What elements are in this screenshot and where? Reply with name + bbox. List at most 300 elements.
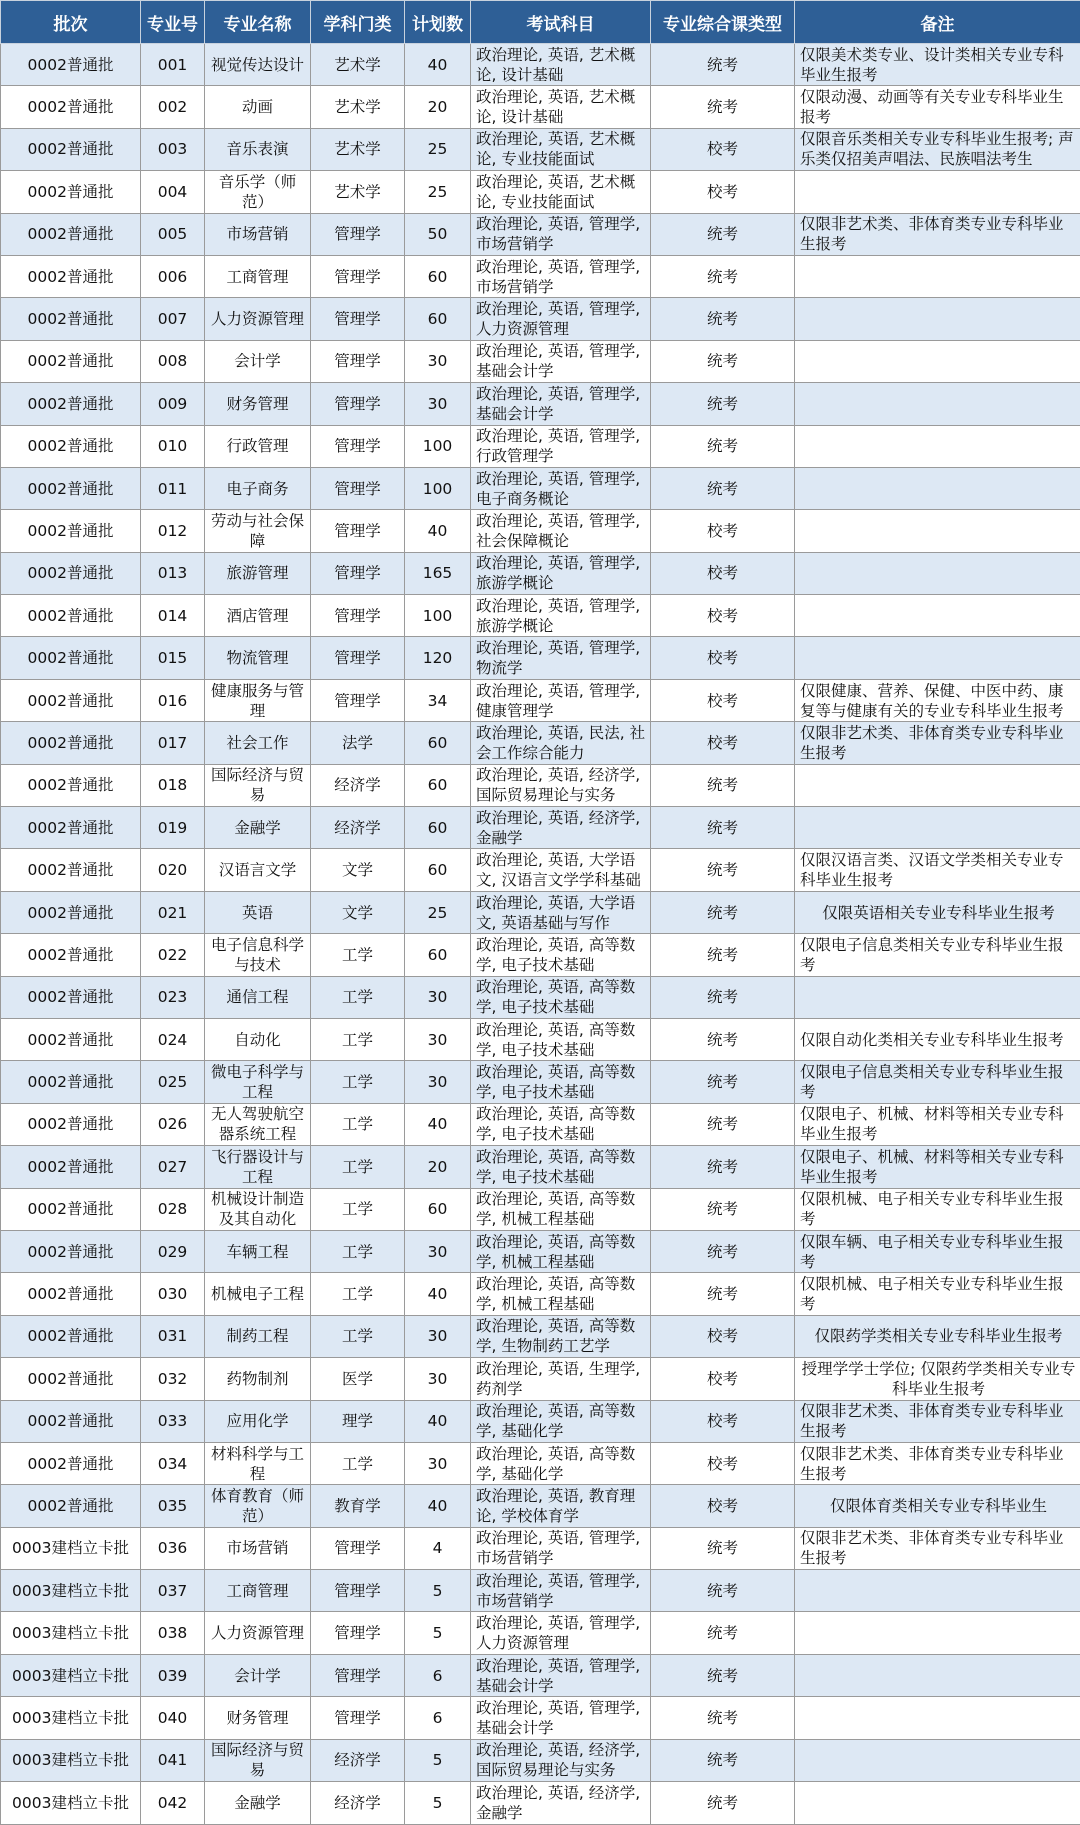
batch-cell: 0002普通批 [1, 425, 141, 467]
table-row [1, 1315, 1080, 1357]
plan-cell: 30 [405, 1230, 471, 1272]
category-cell: 医学 [311, 1358, 405, 1400]
category-cell: 文学 [311, 891, 405, 933]
batch-cell: 0003建档立卡批 [1, 1612, 141, 1654]
code-cell: 017 [141, 722, 205, 764]
subjects-cell: 政治理论, 英语, 高等数学, 机械工程基础 [471, 1230, 651, 1272]
type-cell: 统考 [651, 255, 795, 297]
note-cell: 仅限电子、机械、材料等相关专业专科毕业生报考 [795, 1146, 1080, 1188]
batch-cell: 0002普通批 [1, 1146, 141, 1188]
note-cell [795, 1782, 1080, 1825]
table-row [1, 383, 1080, 425]
code-cell: 011 [141, 467, 205, 509]
type-cell: 校考 [651, 595, 795, 637]
table-row [1, 128, 1080, 170]
category-cell: 管理学 [311, 383, 405, 425]
plan-cell: 40 [405, 510, 471, 552]
batch-cell: 0002普通批 [1, 764, 141, 806]
batch-cell: 0002普通批 [1, 891, 141, 933]
note-cell: 仅限美术类专业、设计类相关专业专科毕业生报考 [795, 44, 1080, 86]
code-cell: 009 [141, 383, 205, 425]
code-cell: 027 [141, 1146, 205, 1188]
major-cell: 会计学 [205, 1654, 311, 1696]
table-row [1, 1442, 1080, 1484]
note-cell [795, 383, 1080, 425]
note-cell [795, 467, 1080, 509]
category-cell: 管理学 [311, 425, 405, 467]
note-cell: 仅限电子信息类相关专业专科毕业生报考 [795, 934, 1080, 976]
code-cell: 042 [141, 1782, 205, 1825]
subjects-cell: 政治理论, 英语, 教育理论, 学校体育学 [471, 1485, 651, 1527]
subjects-cell: 政治理论, 英语, 经济学, 国际贸易理论与实务 [471, 1739, 651, 1781]
type-cell: 统考 [651, 1570, 795, 1612]
note-cell: 仅限非艺术类、非体育类专业专科毕业生报考 [795, 1400, 1080, 1442]
note-cell [795, 807, 1080, 849]
category-cell: 管理学 [311, 510, 405, 552]
batch-cell: 0002普通批 [1, 1485, 141, 1527]
type-cell: 统考 [651, 467, 795, 509]
table-row [1, 298, 1080, 340]
subjects-cell: 政治理论, 英语, 管理学, 健康管理学 [471, 679, 651, 721]
plan-cell: 30 [405, 976, 471, 1018]
plan-cell: 30 [405, 1358, 471, 1400]
type-cell: 统考 [651, 1188, 795, 1230]
subjects-cell: 政治理论, 英语, 管理学, 基础会计学 [471, 383, 651, 425]
major-cell: 视觉传达设计 [205, 44, 311, 86]
code-cell: 008 [141, 340, 205, 382]
table-row [1, 340, 1080, 382]
batch-cell: 0003建档立卡批 [1, 1739, 141, 1781]
major-cell: 人力资源管理 [205, 298, 311, 340]
table-row [1, 1654, 1080, 1696]
major-cell: 工商管理 [205, 255, 311, 297]
plan-cell: 30 [405, 1018, 471, 1060]
subjects-cell: 政治理论, 英语, 高等数学, 机械工程基础 [471, 1188, 651, 1230]
note-cell: 仅限非艺术类、非体育类专业专科毕业生报考 [795, 213, 1080, 255]
plan-cell: 50 [405, 213, 471, 255]
plan-cell: 30 [405, 1315, 471, 1357]
subjects-cell: 政治理论, 英语, 艺术概论, 专业技能面试 [471, 128, 651, 170]
type-cell: 统考 [651, 976, 795, 1018]
batch-cell: 0003建档立卡批 [1, 1570, 141, 1612]
note-cell [795, 595, 1080, 637]
code-cell: 016 [141, 679, 205, 721]
category-cell: 艺术学 [311, 128, 405, 170]
plan-cell: 30 [405, 1061, 471, 1103]
header-plan: 计划数 [405, 1, 471, 44]
category-cell: 工学 [311, 1273, 405, 1315]
code-cell: 041 [141, 1739, 205, 1781]
major-cell: 旅游管理 [205, 552, 311, 594]
plan-cell: 60 [405, 1188, 471, 1230]
type-cell: 统考 [651, 1230, 795, 1272]
subjects-cell: 政治理论, 英语, 管理学, 社会保障概论 [471, 510, 651, 552]
table-row [1, 1570, 1080, 1612]
table-row [1, 552, 1080, 594]
note-cell: 仅限非艺术类、非体育类专业专科毕业生报考 [795, 722, 1080, 764]
code-cell: 039 [141, 1654, 205, 1696]
plan-cell: 40 [405, 1400, 471, 1442]
batch-cell: 0002普通批 [1, 1188, 141, 1230]
subjects-cell: 政治理论, 英语, 高等数学, 电子技术基础 [471, 976, 651, 1018]
type-cell: 统考 [651, 891, 795, 933]
code-cell: 018 [141, 764, 205, 806]
plan-cell: 4 [405, 1527, 471, 1569]
code-cell: 035 [141, 1485, 205, 1527]
type-cell: 统考 [651, 1612, 795, 1654]
table-row [1, 934, 1080, 976]
type-cell: 统考 [651, 1061, 795, 1103]
major-cell: 无人驾驶航空器系统工程 [205, 1103, 311, 1145]
batch-cell: 0002普通批 [1, 1315, 141, 1357]
category-cell: 经济学 [311, 1782, 405, 1825]
category-cell: 艺术学 [311, 86, 405, 128]
subjects-cell: 政治理论, 英语, 经济学, 金融学 [471, 1782, 651, 1825]
category-cell: 工学 [311, 934, 405, 976]
code-cell: 036 [141, 1527, 205, 1569]
plan-cell: 100 [405, 467, 471, 509]
type-cell: 统考 [651, 44, 795, 86]
table-row [1, 976, 1080, 1018]
code-cell: 024 [141, 1018, 205, 1060]
batch-cell: 0002普通批 [1, 1358, 141, 1400]
code-cell: 010 [141, 425, 205, 467]
plan-cell: 25 [405, 891, 471, 933]
code-cell: 013 [141, 552, 205, 594]
major-cell: 电子商务 [205, 467, 311, 509]
plan-cell: 25 [405, 171, 471, 213]
note-cell: 授理学学士学位; 仅限药学类相关专业专科毕业生报考 [795, 1358, 1080, 1400]
note-cell: 仅限汉语言类、汉语文学类相关专业专科毕业生报考 [795, 849, 1080, 891]
subjects-cell: 政治理论, 英语, 管理学, 市场营销学 [471, 255, 651, 297]
subjects-cell: 政治理论, 英语, 管理学, 旅游学概论 [471, 595, 651, 637]
batch-cell: 0002普通批 [1, 467, 141, 509]
batch-cell: 0002普通批 [1, 595, 141, 637]
batch-cell: 0003建档立卡批 [1, 1697, 141, 1739]
table-row [1, 807, 1080, 849]
table-header [1, 1, 1080, 44]
type-cell: 统考 [651, 1273, 795, 1315]
subjects-cell: 政治理论, 英语, 高等数学, 生物制药工艺学 [471, 1315, 651, 1357]
category-cell: 工学 [311, 1315, 405, 1357]
code-cell: 037 [141, 1570, 205, 1612]
batch-cell: 0002普通批 [1, 1061, 141, 1103]
major-cell: 社会工作 [205, 722, 311, 764]
major-cell: 国际经济与贸易 [205, 764, 311, 806]
category-cell: 艺术学 [311, 44, 405, 86]
note-cell: 仅限药学类相关专业专科毕业生报考 [795, 1315, 1080, 1357]
note-cell [795, 1739, 1080, 1781]
subjects-cell: 政治理论, 英语, 管理学, 人力资源管理 [471, 1612, 651, 1654]
major-cell: 市场营销 [205, 1527, 311, 1569]
category-cell: 工学 [311, 1188, 405, 1230]
table-row [1, 1782, 1080, 1825]
major-cell: 自动化 [205, 1018, 311, 1060]
major-cell: 动画 [205, 86, 311, 128]
table-row [1, 891, 1080, 933]
batch-cell: 0002普通批 [1, 255, 141, 297]
code-cell: 034 [141, 1442, 205, 1484]
note-cell: 仅限音乐类相关专业专科毕业生报考; 声乐类仅招美声唱法、民族唱法考生 [795, 128, 1080, 170]
header-note: 备注 [795, 1, 1080, 44]
type-cell: 统考 [651, 807, 795, 849]
table-row [1, 86, 1080, 128]
type-cell: 统考 [651, 1654, 795, 1696]
note-cell: 仅限机械、电子相关专业专科毕业生报考 [795, 1188, 1080, 1230]
code-cell: 029 [141, 1230, 205, 1272]
subjects-cell: 政治理论, 英语, 管理学, 人力资源管理 [471, 298, 651, 340]
batch-cell: 0002普通批 [1, 934, 141, 976]
code-cell: 031 [141, 1315, 205, 1357]
major-cell: 酒店管理 [205, 595, 311, 637]
note-cell: 仅限机械、电子相关专业专科毕业生报考 [795, 1273, 1080, 1315]
type-cell: 校考 [651, 679, 795, 721]
category-cell: 工学 [311, 1146, 405, 1188]
subjects-cell: 政治理论, 英语, 艺术概论, 设计基础 [471, 86, 651, 128]
category-cell: 管理学 [311, 679, 405, 721]
code-cell: 026 [141, 1103, 205, 1145]
plan-cell: 30 [405, 340, 471, 382]
type-cell: 统考 [651, 383, 795, 425]
subjects-cell: 政治理论, 英语, 经济学, 国际贸易理论与实务 [471, 764, 651, 806]
subjects-cell: 政治理论, 英语, 高等数学, 电子技术基础 [471, 1018, 651, 1060]
plan-cell: 60 [405, 722, 471, 764]
type-cell: 统考 [651, 1739, 795, 1781]
table-row [1, 1485, 1080, 1527]
code-cell: 023 [141, 976, 205, 1018]
category-cell: 管理学 [311, 1612, 405, 1654]
type-cell: 校考 [651, 171, 795, 213]
major-cell: 体育教育（师范） [205, 1485, 311, 1527]
table-row [1, 1697, 1080, 1739]
subjects-cell: 政治理论, 英语, 高等数学, 电子技术基础 [471, 1061, 651, 1103]
batch-cell: 0002普通批 [1, 1400, 141, 1442]
category-cell: 工学 [311, 1018, 405, 1060]
subjects-cell: 政治理论, 英语, 高等数学, 电子技术基础 [471, 1146, 651, 1188]
code-cell: 030 [141, 1273, 205, 1315]
header-batch: 批次 [1, 1, 141, 44]
type-cell: 统考 [651, 934, 795, 976]
code-cell: 038 [141, 1612, 205, 1654]
category-cell: 理学 [311, 1400, 405, 1442]
major-cell: 车辆工程 [205, 1230, 311, 1272]
batch-cell: 0002普通批 [1, 383, 141, 425]
note-cell [795, 1612, 1080, 1654]
plan-cell: 5 [405, 1612, 471, 1654]
subjects-cell: 政治理论, 英语, 高等数学, 基础化学 [471, 1442, 651, 1484]
category-cell: 工学 [311, 1061, 405, 1103]
header-code: 专业号 [141, 1, 205, 44]
category-cell: 管理学 [311, 595, 405, 637]
type-cell: 校考 [651, 552, 795, 594]
header-row [1, 1, 1080, 44]
major-cell: 汉语言文学 [205, 849, 311, 891]
batch-cell: 0002普通批 [1, 1273, 141, 1315]
subjects-cell: 政治理论, 英语, 管理学, 市场营销学 [471, 1527, 651, 1569]
plan-cell: 40 [405, 1273, 471, 1315]
type-cell: 校考 [651, 722, 795, 764]
category-cell: 艺术学 [311, 171, 405, 213]
batch-cell: 0002普通批 [1, 298, 141, 340]
category-cell: 管理学 [311, 298, 405, 340]
plan-cell: 20 [405, 1146, 471, 1188]
batch-cell: 0002普通批 [1, 552, 141, 594]
code-cell: 012 [141, 510, 205, 552]
header-type: 专业综合课类型 [651, 1, 795, 44]
category-cell: 管理学 [311, 467, 405, 509]
note-cell [795, 510, 1080, 552]
subjects-cell: 政治理论, 英语, 管理学, 基础会计学 [471, 1654, 651, 1696]
note-cell: 仅限自动化类相关专业专科毕业生报考 [795, 1018, 1080, 1060]
major-cell: 制药工程 [205, 1315, 311, 1357]
plan-cell: 34 [405, 679, 471, 721]
subjects-cell: 政治理论, 英语, 高等数学, 基础化学 [471, 1400, 651, 1442]
header-category: 学科门类 [311, 1, 405, 44]
note-cell [795, 298, 1080, 340]
major-cell: 电子信息科学与技术 [205, 934, 311, 976]
type-cell: 统考 [651, 1146, 795, 1188]
major-cell: 物流管理 [205, 637, 311, 679]
code-cell: 022 [141, 934, 205, 976]
plan-cell: 5 [405, 1782, 471, 1825]
batch-cell: 0002普通批 [1, 1442, 141, 1484]
category-cell: 工学 [311, 1442, 405, 1484]
category-cell: 法学 [311, 722, 405, 764]
plan-cell: 60 [405, 764, 471, 806]
table-row [1, 44, 1080, 86]
category-cell: 经济学 [311, 1739, 405, 1781]
major-cell: 人力资源管理 [205, 1612, 311, 1654]
note-cell: 仅限非艺术类、非体育类专业专科毕业生报考 [795, 1527, 1080, 1569]
batch-cell: 0003建档立卡批 [1, 1782, 141, 1825]
subjects-cell: 政治理论, 英语, 管理学, 物流学 [471, 637, 651, 679]
table-row [1, 637, 1080, 679]
plan-cell: 30 [405, 1442, 471, 1484]
batch-cell: 0002普通批 [1, 1103, 141, 1145]
category-cell: 教育学 [311, 1485, 405, 1527]
plan-cell: 60 [405, 934, 471, 976]
plan-cell: 120 [405, 637, 471, 679]
major-cell: 财务管理 [205, 383, 311, 425]
subjects-cell: 政治理论, 英语, 大学语文, 英语基础与写作 [471, 891, 651, 933]
note-cell [795, 637, 1080, 679]
subjects-cell: 政治理论, 英语, 高等数学, 电子技术基础 [471, 1103, 651, 1145]
note-cell: 仅限英语相关专业专科毕业生报考 [795, 891, 1080, 933]
category-cell: 管理学 [311, 637, 405, 679]
note-cell: 仅限电子、机械、材料等相关专业专科毕业生报考 [795, 1103, 1080, 1145]
major-cell: 通信工程 [205, 976, 311, 1018]
category-cell: 管理学 [311, 1697, 405, 1739]
subjects-cell: 政治理论, 英语, 管理学, 基础会计学 [471, 340, 651, 382]
subjects-cell: 政治理论, 英语, 艺术概论, 专业技能面试 [471, 171, 651, 213]
table-row [1, 510, 1080, 552]
table-row [1, 1146, 1080, 1188]
code-cell: 002 [141, 86, 205, 128]
type-cell: 校考 [651, 128, 795, 170]
batch-cell: 0002普通批 [1, 171, 141, 213]
note-cell [795, 1697, 1080, 1739]
type-cell: 统考 [651, 764, 795, 806]
table-row [1, 1612, 1080, 1654]
type-cell: 校考 [651, 637, 795, 679]
type-cell: 统考 [651, 86, 795, 128]
type-cell: 校考 [651, 1400, 795, 1442]
major-cell: 市场营销 [205, 213, 311, 255]
code-cell: 005 [141, 213, 205, 255]
table-row [1, 1739, 1080, 1781]
category-cell: 管理学 [311, 1654, 405, 1696]
plan-cell: 165 [405, 552, 471, 594]
note-cell: 仅限体育类相关专业专科毕业生 [795, 1485, 1080, 1527]
major-cell: 机械设计制造及其自动化 [205, 1188, 311, 1230]
subjects-cell: 政治理论, 英语, 管理学, 行政管理学 [471, 425, 651, 467]
table-row [1, 722, 1080, 764]
subjects-cell: 政治理论, 英语, 高等数学, 机械工程基础 [471, 1273, 651, 1315]
batch-cell: 0002普通批 [1, 340, 141, 382]
batch-cell: 0002普通批 [1, 213, 141, 255]
plan-cell: 6 [405, 1654, 471, 1696]
type-cell: 统考 [651, 1103, 795, 1145]
code-cell: 021 [141, 891, 205, 933]
plan-cell: 100 [405, 595, 471, 637]
major-cell: 劳动与社会保障 [205, 510, 311, 552]
batch-cell: 0002普通批 [1, 86, 141, 128]
plan-cell: 6 [405, 1697, 471, 1739]
major-cell: 飞行器设计与工程 [205, 1146, 311, 1188]
batch-cell: 0002普通批 [1, 849, 141, 891]
category-cell: 文学 [311, 849, 405, 891]
code-cell: 007 [141, 298, 205, 340]
subjects-cell: 政治理论, 英语, 管理学, 电子商务概论 [471, 467, 651, 509]
note-cell: 仅限健康、营养、保健、中医中药、康复等与健康有关的专业专科毕业生报考 [795, 679, 1080, 721]
major-cell: 机械电子工程 [205, 1273, 311, 1315]
batch-cell: 0002普通批 [1, 807, 141, 849]
subjects-cell: 政治理论, 英语, 管理学, 市场营销学 [471, 213, 651, 255]
note-cell [795, 976, 1080, 1018]
code-cell: 003 [141, 128, 205, 170]
type-cell: 校考 [651, 1485, 795, 1527]
major-cell: 行政管理 [205, 425, 311, 467]
code-cell: 032 [141, 1358, 205, 1400]
major-cell: 微电子科学与工程 [205, 1061, 311, 1103]
subjects-cell: 政治理论, 英语, 管理学, 市场营销学 [471, 1570, 651, 1612]
plan-cell: 60 [405, 298, 471, 340]
batch-cell: 0002普通批 [1, 637, 141, 679]
major-cell: 应用化学 [205, 1400, 311, 1442]
plan-cell: 5 [405, 1739, 471, 1781]
code-cell: 006 [141, 255, 205, 297]
major-cell: 音乐学（师范） [205, 171, 311, 213]
note-cell: 仅限电子信息类相关专业专科毕业生报考 [795, 1061, 1080, 1103]
table-row [1, 1018, 1080, 1060]
major-cell: 金融学 [205, 807, 311, 849]
batch-cell: 0002普通批 [1, 679, 141, 721]
table-row [1, 213, 1080, 255]
subjects-cell: 政治理论, 英语, 经济学, 金融学 [471, 807, 651, 849]
code-cell: 020 [141, 849, 205, 891]
table-row [1, 595, 1080, 637]
table-row [1, 1400, 1080, 1442]
type-cell: 统考 [651, 1018, 795, 1060]
table-row [1, 1273, 1080, 1315]
table-row [1, 1188, 1080, 1230]
batch-cell: 0003建档立卡批 [1, 1654, 141, 1696]
plan-cell: 40 [405, 1103, 471, 1145]
table-row [1, 1061, 1080, 1103]
table-row [1, 764, 1080, 806]
header-major: 专业名称 [205, 1, 311, 44]
type-cell: 统考 [651, 1782, 795, 1825]
